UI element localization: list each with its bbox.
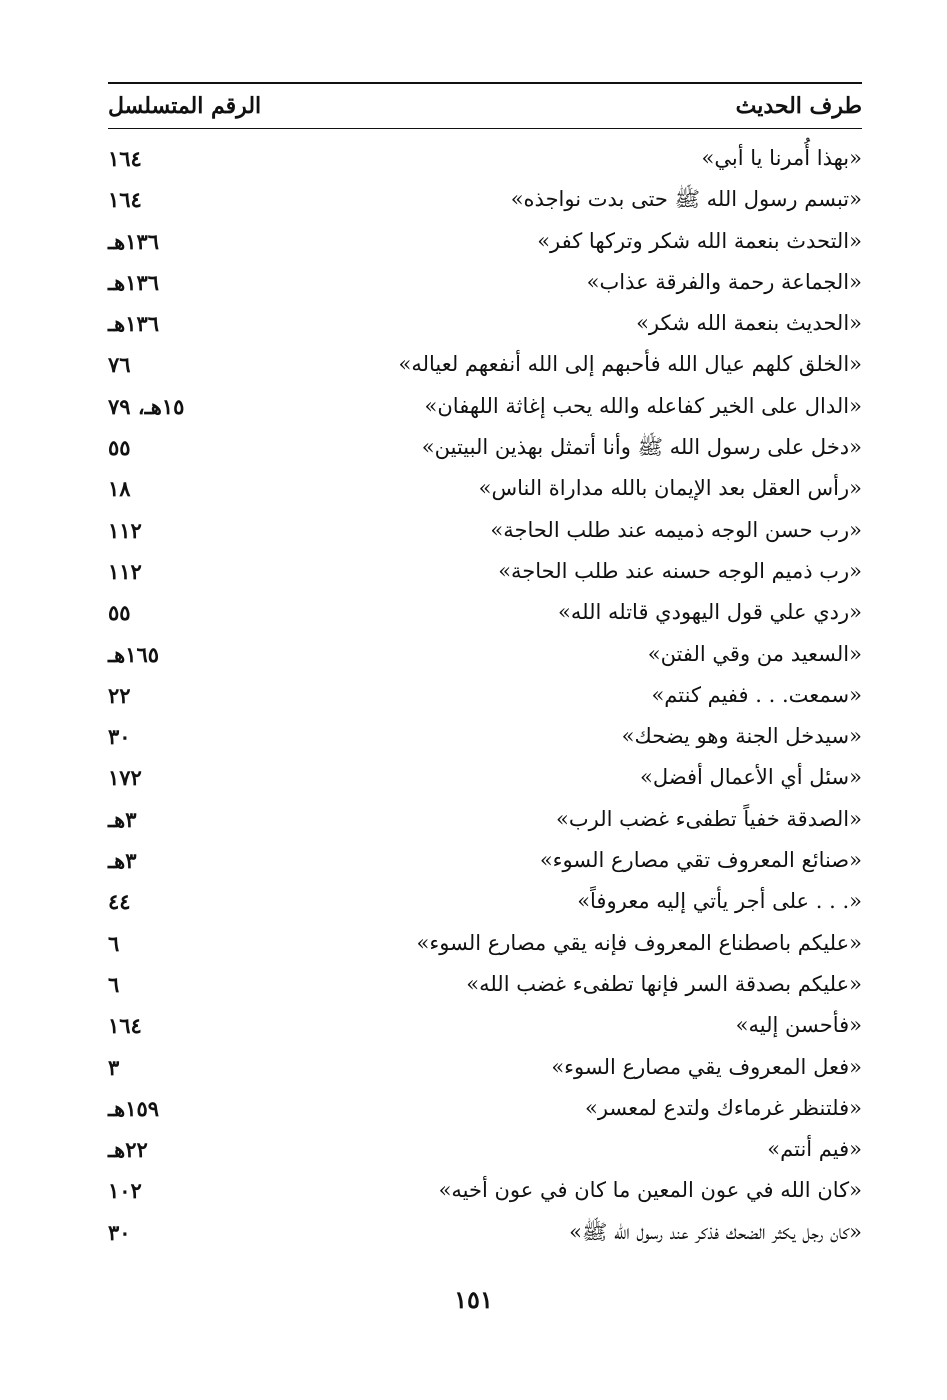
- hadith-text: «سيدخل الجنة وهو يضحك»: [621, 724, 862, 749]
- table-row: [108, 592, 862, 633]
- table-row: [108, 221, 862, 262]
- serial-number: ٦: [108, 971, 120, 997]
- table-row: [108, 634, 862, 675]
- top-rule: [108, 82, 862, 84]
- table-row: [108, 716, 862, 757]
- hadith-text: «الجماعة رحمة والفرقة عذاب»: [586, 269, 862, 294]
- hadith-text: «التحدث بنعمة الله شكر وتركها كفر»: [537, 228, 862, 253]
- serial-number: ٤٤: [108, 889, 131, 915]
- table-row: [108, 881, 862, 922]
- table-row: [108, 1170, 862, 1211]
- table-header: [108, 86, 862, 126]
- serial-number: ١٥٩هـ: [108, 1095, 160, 1121]
- hadith-text: «فعل المعروف يقي مصارع السوء»: [551, 1054, 862, 1079]
- serial-number: ١٦٥هـ: [108, 641, 160, 667]
- table-row: [108, 262, 862, 303]
- table-row: [108, 138, 862, 179]
- table-row: [108, 386, 862, 427]
- hadith-column-header: طرف الحديث: [735, 93, 862, 119]
- serial-number: ٣هـ: [108, 806, 137, 832]
- hadith-text: «رب ذميم الوجه حسنه عند طلب الحاجة»: [498, 558, 862, 583]
- hadith-text: «رأس العقل بعد الإيمان بالله مداراة الناس»: [478, 476, 862, 501]
- serial-number: ١٧٢: [108, 765, 142, 791]
- serial-number: ٣٠: [108, 724, 131, 750]
- table-row: [108, 1047, 862, 1088]
- hadith-text: «الصدقة خفياً تطفىء غضب الرب»: [556, 806, 862, 831]
- serial-number: ٧٦: [108, 352, 131, 378]
- serial-number: ٥٥: [108, 600, 131, 626]
- index-rows: [108, 138, 862, 1253]
- hadith-text: «تبسم رسول الله ﷺ حتى بدت نواجذه»: [510, 187, 862, 212]
- hadith-text: «. . . على أجر يأتي إليه معروفاً»: [577, 889, 862, 914]
- hadith-text: «الخلق كلهم عيال الله فأحبهم إلى الله أنفعهم لعياله»: [398, 352, 862, 377]
- table-row: [108, 303, 862, 344]
- table-row: [108, 1129, 862, 1170]
- table-row: [108, 551, 862, 592]
- hadith-text: «سمعت. . . ففيم كنتم»: [651, 682, 862, 707]
- hadith-text: «رب حسن الوجه ذميمه عند طلب الحاجة»: [490, 517, 862, 542]
- serial-number: ١٠٢: [108, 1178, 142, 1204]
- serial-number: ٥٥: [108, 435, 131, 461]
- table-row: [108, 179, 862, 220]
- serial-number: ١٣٦هـ: [108, 269, 160, 295]
- hadith-text: «السعيد من وقي الفتن»: [647, 641, 862, 666]
- table-row: [108, 964, 862, 1005]
- table-row: [108, 799, 862, 840]
- table-row: [108, 1212, 862, 1253]
- hadith-text: «الحديث بنعمة الله شكر»: [636, 311, 862, 336]
- serial-number: ١٦٤: [108, 146, 142, 171]
- serial-number: ٢٢: [108, 682, 131, 708]
- table-row: [108, 427, 862, 468]
- hadith-text: «صنائع المعروف تقي مصارع السوء»: [539, 848, 862, 873]
- table-row: [108, 1088, 862, 1129]
- table-row: [108, 840, 862, 881]
- hadith-text: «الدال على الخير كفاعله والله يحب إغاثة اللهفان»: [424, 393, 862, 418]
- hadith-text: «عليكم بصدقة السر فإنها تطفىء غضب الله»: [466, 971, 862, 996]
- number-column-header: الرقم المتسلسل: [108, 93, 262, 119]
- hadith-text: «عليكم باصطناع المعروف فإنه يقي مصارع السوء»: [416, 930, 862, 955]
- table-row: [108, 675, 862, 716]
- serial-number: ١١٢: [108, 558, 142, 584]
- hadith-text: «فيم أنتم»: [767, 1137, 862, 1162]
- serial-number: ١٥هـ، ٧٩: [108, 393, 185, 419]
- serial-number: ٣: [108, 1054, 120, 1080]
- hadith-text: «فأحسن إليه»: [735, 1013, 862, 1038]
- hadith-text: «كان رجل يكثر الضحك فذكر عند رسول الله ﷺ»: [569, 1219, 862, 1244]
- page-number: ١٥١: [454, 1285, 493, 1314]
- table-row: [108, 1005, 862, 1046]
- serial-number: ٣٠: [108, 1219, 131, 1245]
- serial-number: ١٦٤: [108, 187, 142, 213]
- serial-number: ١٨: [108, 476, 131, 502]
- hadith-text: «بهذا أُمرنا يا أبي»: [701, 146, 862, 170]
- table-row: [108, 923, 862, 964]
- table-row: [108, 757, 862, 798]
- serial-number: ٣هـ: [108, 848, 137, 874]
- serial-number: ١١٢: [108, 517, 142, 543]
- table-row: [108, 510, 862, 551]
- serial-number: ٦: [108, 930, 120, 956]
- serial-number: ١٣٦هـ: [108, 311, 160, 337]
- serial-number: ١٦٤: [108, 1013, 142, 1039]
- table-row: [108, 344, 862, 385]
- header-rule: [108, 128, 862, 129]
- serial-number: ١٣٦هـ: [108, 228, 160, 254]
- hadith-text: «ردي علي قول اليهودي قاتله الله»: [558, 600, 862, 625]
- table-row: [108, 468, 862, 509]
- serial-number: ٢٢هـ: [108, 1137, 148, 1163]
- hadith-text: «كان الله في عون المعين ما كان في عون أخيه»: [438, 1178, 862, 1203]
- hadith-text: «دخل على رسول الله ﷺ وأنا أتمثل بهذين البيتين»: [421, 435, 862, 460]
- hadith-text: «سئل أي الأعمال أفضل»: [640, 765, 862, 790]
- hadith-text: «فلتنظر غرماءك ولتدع لمعسر»: [584, 1095, 862, 1120]
